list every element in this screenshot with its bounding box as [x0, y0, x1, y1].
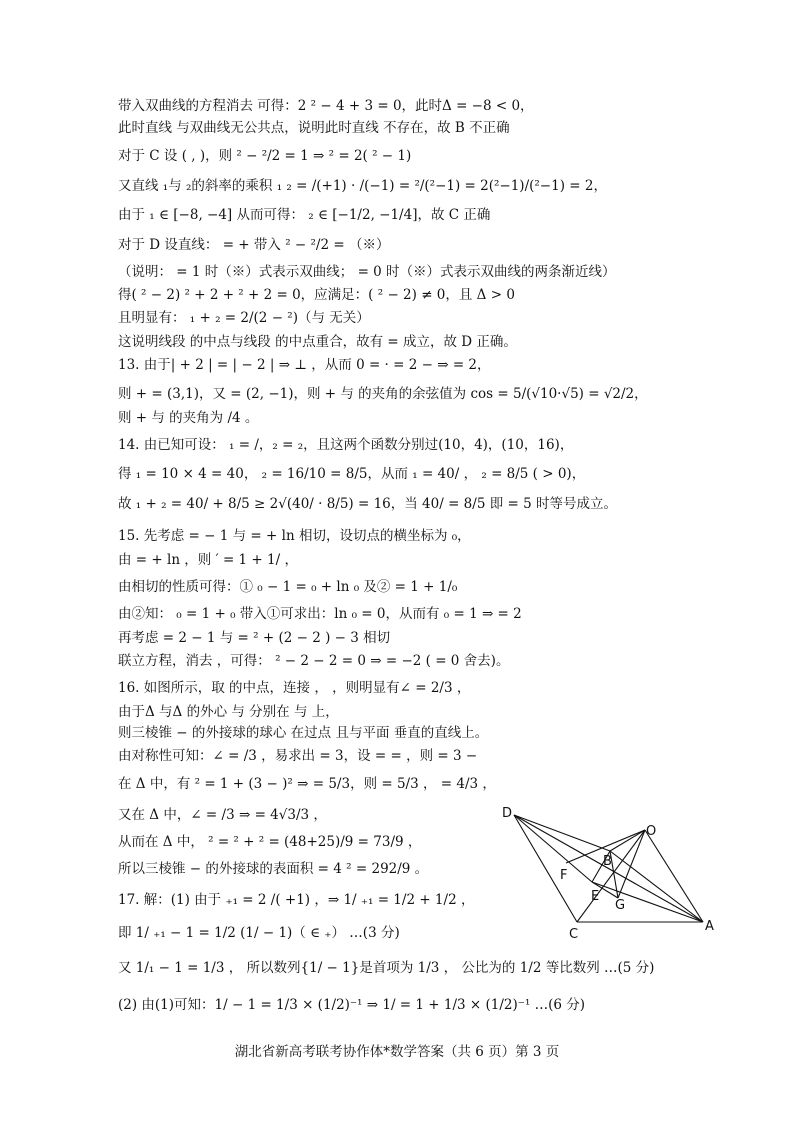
text-line: 再考虑 = 2 − 1 与 = ² + (2 − 2 ) − 3 相切 — [118, 630, 391, 646]
text-line: 17. 解：(1) 由于 ₊₁ = 2 /( +1) ，⇒ 1/ ₊₁ = 1/2 + 1/2 ， — [118, 892, 475, 908]
label-e: E — [591, 889, 600, 904]
edge-oa — [645, 830, 703, 922]
text-line: 对于 D 设直线： = + 带入 ² − ²/2 = （※） — [118, 237, 390, 253]
page-footer: 湖北省新高考联考协作体*数学答案（共 6 页）第 3 页 — [234, 1044, 560, 1060]
label-o: O — [646, 824, 657, 839]
text-line: 由于 ₁ ∈ [−8, −4] 从而可得： ₂ ∈ [−1/2, −1/4]，故 C 正确 — [118, 207, 491, 223]
edge-dc — [514, 815, 577, 922]
text-line: 得( ² − 2) ² + 2 + ² + 2 = 0，应满足：( ² − 2) ≠ 0，且 Δ > 0 — [118, 287, 515, 303]
text-line: 15. 先考虑 = − 1 与 = + ln 相切，设切点的横坐标为 ₀， — [118, 528, 471, 544]
label-a: A — [705, 919, 714, 934]
text-line: 又 1/₁ − 1 = 1/3 ， 所以数列{1/ − 1}是首项为 1/3 ， 公比为的 1/2 等比数列 …(5 分) — [118, 960, 655, 976]
text-line: 则三棱锥 − 的外接球的球心 在过点 且与平面 垂直的直线上。 — [118, 725, 489, 741]
text-line: 则 + = (3,1)，又 = (2, −1)，则 + 与 的夹角的余弦值为 cos = 5/(√10·√5) = √2/2， — [118, 386, 648, 402]
label-f: F — [560, 868, 568, 883]
text-line: 又直线 ₁与 ₂的斜率的乘积 ₁ ₂ = /(+1) · /(−1) = ²/(²−1) = 2(²−1)/(²−1) = 2， — [118, 178, 607, 194]
text-line: 带入双曲线的方程消去 可得：2 ² − 4 + 3 = 0，此时Δ = −8 < 0， — [118, 98, 534, 114]
text-line: 此时直线 与双曲线无公共点，说明此时直线 不存在，故 B 不正确 — [118, 120, 510, 136]
edge-db — [514, 815, 610, 851]
text-line: 这说明线段 的中点与线段 的中点重合，故有 = 成立，故 D 正确。 — [118, 334, 517, 350]
label-g: G — [615, 898, 626, 913]
text-line: 从而在 Δ 中， ² = ² + ² = (48+25)/9 = 73/9 ， — [118, 834, 422, 850]
text-line: (2) 由(1)可知：1/ − 1 = 1/3 × (1/2)⁻¹ ⇒ 1/ = 1 + 1/3 × (1/2)⁻¹ …(6 分) — [118, 997, 586, 1013]
text-line: 所以三棱锥 − 的外接球的表面积 = 4 ² = 292/9 。 — [118, 861, 429, 877]
edge-og — [618, 830, 645, 898]
text-line: 由对称性可知：∠ = /3 ，易求出 = 3，设 = = ，则 = 3 − — [118, 748, 478, 764]
text-line: 故 ₁ + ₂ = 40/ + 8/5 ≥ 2√(40/ · 8/5) = 16，当 40/ = 8/5 即 = 5 时等号成立。 — [118, 496, 617, 512]
text-line: 且明显有： ₁ + ₂ = 2/(2 − ²)（与 无关） — [118, 310, 370, 326]
edge-de — [514, 815, 592, 882]
text-line: 则 + 与 的夹角为 /4 。 — [118, 410, 259, 426]
label-b: B — [603, 854, 612, 869]
edge-ob — [610, 830, 645, 851]
label-c: C — [569, 927, 579, 942]
text-line: 联立方程，消去 ，可得： ² − 2 − 2 = 0 ⇒ = −2 ( = 0 舍去)。 — [118, 653, 510, 669]
text-line: 又在 Δ 中，∠ = /3 ⇒ = 4√3/3 ， — [118, 807, 327, 823]
text-line: 16. 如图所示，取 的中点，连接 ， ，则明显有∠ = 2/3 ， — [118, 680, 471, 696]
text-line: 由 = + ln ，则 ′ = 1 + 1/ ， — [118, 552, 298, 568]
tetrahedron-figure — [500, 805, 740, 950]
text-line: 13. 由于| + 2 | = | − 2 | ⇒ ⊥ ，从而 0 = · = 2 − ⇒ = 2， — [118, 357, 491, 373]
text-line: 即 1/ ₊₁ − 1 = 1/2 (1/ − 1)（ ∈ ₊） …(3 分) — [118, 925, 400, 941]
edge-ea — [592, 882, 703, 922]
text-line: 由于Δ 与Δ 的外心 与 分别在 与 上， — [118, 704, 339, 720]
text-line: （说明： = 1 时（※）式表示双曲线； = 0 时（※）式表示双曲线的两条渐近线） — [118, 264, 616, 280]
text-line: 14. 由已知可设： ₁ = /，₂ = ₂，且这两个函数分别过(10，4)，(10，16)， — [118, 437, 574, 453]
text-line: 由相切的性质可得：① ₀ − 1 = ₀ + ln ₀ 及② = 1 + 1/₀ — [118, 579, 458, 595]
text-line: 在 Δ 中，有 ² = 1 + (3 − )² ⇒ = 5/3，则 = 5/3 ， = 4/3 ， — [118, 776, 496, 792]
text-line: 由②知： ₀ = 1 + ₀ 带入①可求出：ln ₀ = 0，从而有 ₀ = 1 ⇒ = 2 — [118, 606, 522, 622]
text-line: 得 ₁ = 10 × 4 = 40， ₂ = 16/10 = 8/5，从而 ₁ = 40/ ， ₂ = 8/5 ( > 0)， — [118, 466, 586, 482]
text-line: 对于 C 设 ( , )，则 ² − ²/2 = 1 ⇒ ² = 2( ² − 1) — [118, 148, 412, 164]
label-d: D — [502, 806, 513, 821]
